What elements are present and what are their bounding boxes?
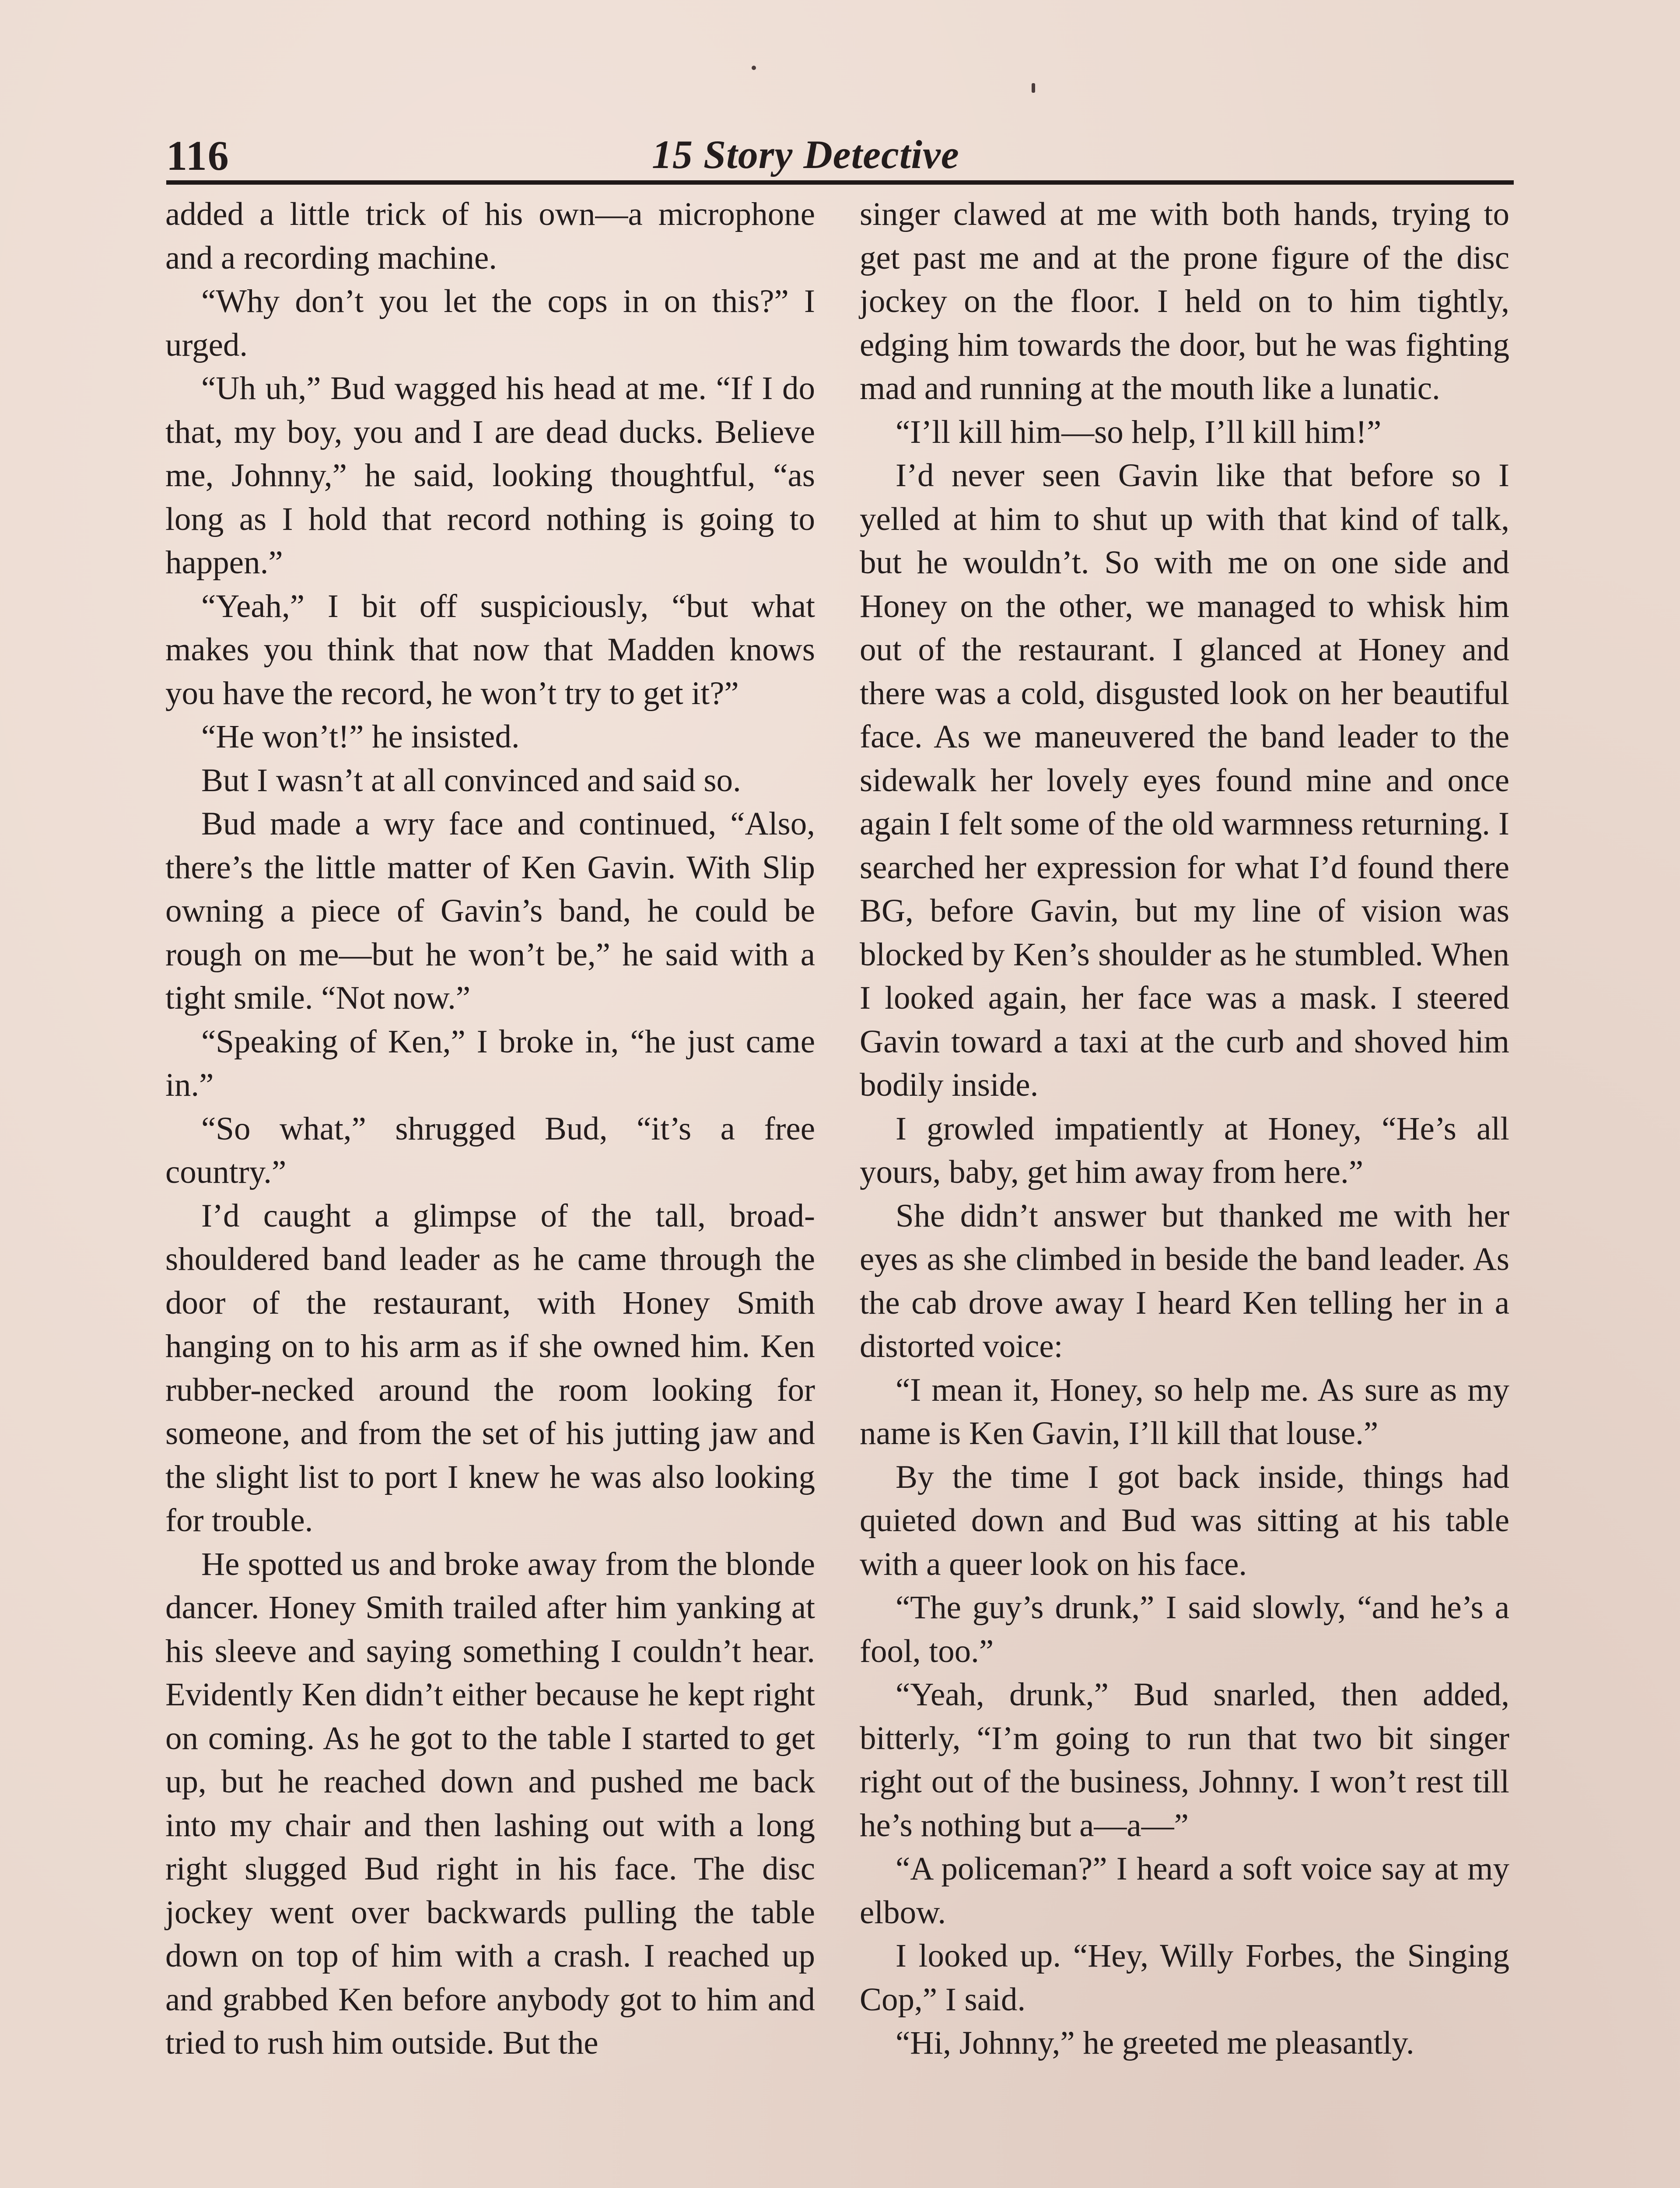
paragraph: “He won’t!” he insisted. (201, 719, 520, 755)
paragraph: “I mean it, Honey, so help me. As sure as my name is Ken Gavin, I’ll kill that louse.” (860, 1371, 1509, 1452)
paragraph: “A policeman?” I heard a soft voice say at my elbow. (860, 1851, 1509, 1931)
paper-speck (1032, 83, 1035, 93)
paragraph: “Hi, Johnny,” he greeted me pleasantly. (896, 2025, 1414, 2061)
paragraph: “Why don’t you let the cops in on this?” I urged. (165, 283, 815, 363)
header-rule (166, 180, 1514, 185)
paragraph: “So what,” shrugged Bud, “it’s a free country.” (165, 1110, 815, 1190)
paragraph: “Yeah, drunk,” Bud snarled, then added, bitterly, “I’m going to run that two bit singer right out of the business, Johnny. I won’t rest till he’s nothing but a—a—” (860, 1676, 1509, 1844)
paragraph: singer clawed at me with both hands, trying to get past me and at the prone figure of the disc jockey on the floor. I held on to him tightly, edging him towards the door, but he was fighting mad and running at the mouth like a lunatic. (860, 196, 1509, 407)
paragraph: added a little trick of his own—a microphone and a recording machine. (165, 196, 815, 276)
page-header (166, 127, 1514, 179)
paragraph: “Uh uh,” Bud wagged his head at me. “If I do that, my boy, you and I are dead ducks. Believe me, Johnny,” he said, looking thoughtful, “as long as I hold that record nothing is going to happen.” (165, 370, 815, 581)
paragraph: “I’ll kill him—so help, I’ll kill him!” (896, 414, 1382, 450)
paragraph: “Yeah,” I bit off suspiciously, “but what makes you think that now that Madden knows you have the record, he won’t try to get it?” (165, 588, 815, 712)
paper-speck (752, 66, 756, 70)
left-column (165, 193, 815, 2065)
paragraph: Bud made a wry face and continued, “Also, there’s the little matter of Ken Gavin. With Slip owning a piece of Gavin’s band, he could be rough on me—but he won’t be,” he said with a tight smile. “Not now.” (165, 806, 815, 1016)
right-column (860, 193, 1509, 2065)
paragraph: “The guy’s drunk,” I said slowly, “and he’s a fool, too.” (860, 1589, 1509, 1669)
paragraph: I’d caught a glimpse of the tall, broad-shouldered band leader as he came through the door of the restaurant, with Honey Smith hanging on to his arm as if she owned him. Ken rubber-necked around the room looking for someone, and from the set of his jutting jaw and the slight list to port I knew he was also looking for trouble. (165, 1197, 815, 1539)
paragraph: I growled impatiently at Honey, “He’s all yours, baby, get him away from here.” (860, 1110, 1509, 1190)
paragraph: He spotted us and broke away from the blonde dancer. Honey Smith trailed after him yanking at his sleeve and saying something I couldn’t hear. Evidently Ken didn’t either because he kept right on coming. As he got to the table I started to get up, but he reached down and pushed me back into my chair and then lashing out with a long right slugged Bud right in his face. The disc jockey went over backwards pulling the table down on top of him with a crash. I reached up and grabbed Ken before anybody got to him and tried to rush him outside. But the (165, 1546, 815, 2061)
paragraph: She didn’t answer but thanked me with her eyes as she climbed in beside the band leader. As the cab drove away I heard Ken telling her in a distorted voice: (860, 1197, 1509, 1364)
page-number: 116 (166, 132, 230, 179)
paragraph: I’d never seen Gavin like that before so I yelled at him to shut up with that kind of talk, but he wouldn’t. So with me on one side and Honey on the other, we managed to whisk him out of the restaurant. I glanced at Honey and there was a cold, disgusted look on her beautiful face. As we maneuvered the band leader to the sidewalk her lovely eyes found mine and once again I felt some of the old warmness returning. I searched her expression for what I’d found there BG, before Gavin, but my line of vision was blocked by Ken’s shoulder as he stumbled. When I looked again, her face was a mask. I steered Gavin toward a taxi at the curb and shoved him bodily inside. (860, 457, 1509, 1103)
paragraph: By the time I got back inside, things had quieted down and Bud was sitting at his table with a queer look on his face. (860, 1459, 1509, 1582)
running-title: 15 Story Detective (652, 132, 959, 177)
paragraph: “Speaking of Ken,” I broke in, “he just came in.” (165, 1023, 815, 1103)
paragraph: But I wasn’t at all convinced and said so. (201, 762, 741, 799)
paragraph: I looked up. “Hey, Willy Forbes, the Singing Cop,” I said. (860, 1938, 1509, 2018)
